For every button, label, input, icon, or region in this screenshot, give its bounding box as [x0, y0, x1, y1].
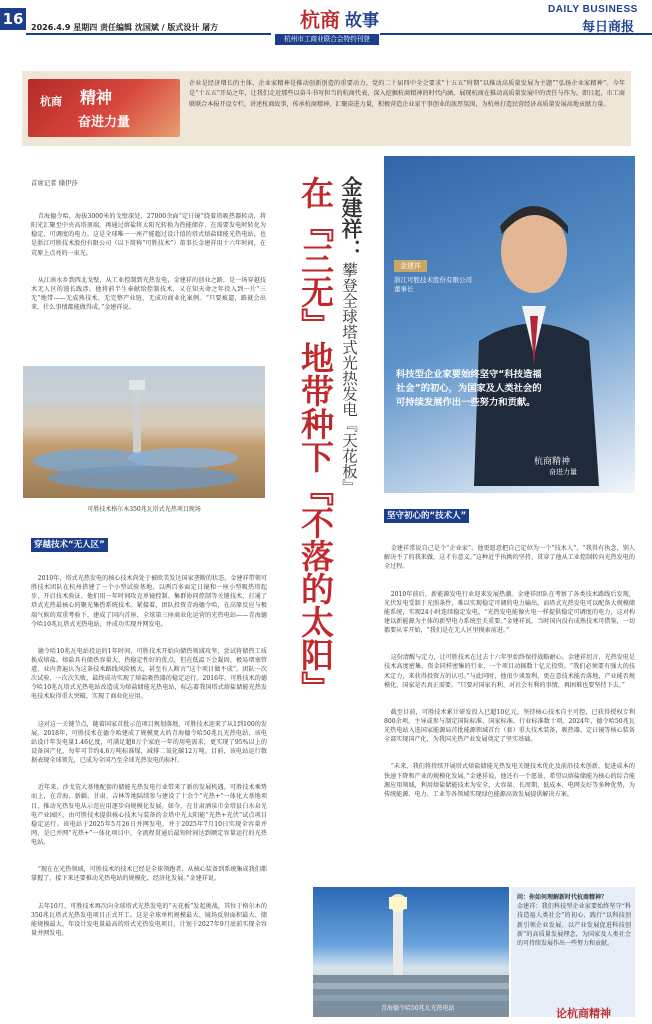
- headline-main-a: 在『三无』地带种下『不落的太阳』: [296, 176, 335, 704]
- column-brand: 杭商: [300, 8, 340, 32]
- photo-illustration: [313, 887, 509, 1017]
- headline-sub: 攀登全球塔式光热发电『天花板』: [340, 262, 358, 495]
- series-logo-line3: 奋进力量: [78, 115, 131, 130]
- paragraph: 2010年，塔式光热发电的核心技术尚处于被欧美发达国家垄断的状态。金建祥带领可胜技术团队在杭州搭建了一个小型试验基地，以两百多面定日镜和一座小型吸热塔起步，开启技术验证。他们用一年时间攻克单镜控制、集群协同控制等关键技术，打通了塔式光热最核心的聚光集热系统技术。紧接着，团队投资青海德令哈，在高原反应与极端气候的双重考验下，建成了国内首座、全球第三座商业化运营的光热电站——青海德令哈10兆瓦塔式光热电站，并成功实现并网发电。: [31, 575, 267, 628]
- paragraph: 2010年前后，新能源发电行业迎来发展热潮。金建祥团队在考察了各类技术路线后发现，光伏发电受制于光照条件，难以实现稳定可调的电力输出，而塔式光热发电可以配备大规模储能系统，实现24小时连续稳定发电。“光热发电能像火电一样提供稳定可调度的电力，这对构建以新能源为主体的新型电力系统至关重要。”金建祥说，当时国内没有成熟技术可借鉴，一切都要从零开始，“我们是在无人区里摸索前进。”: [384, 590, 635, 635]
- name-tag-org: 浙江可胜技术股份有限公司董事长: [394, 276, 472, 293]
- masthead-en: DAILY BUSINESS: [548, 4, 638, 15]
- byline: 首席记者 储伊莎: [31, 179, 78, 187]
- page-number: 16: [0, 8, 26, 30]
- qa-logo: 论杭商精神: [556, 1007, 611, 1020]
- qa-answer: 金建祥：我们科技型企业家要始终坚守“科技造福人类社会”的初心，践行“以科技创新引领企业发展、以产业发展促进科技创新”的高质量发展理念，为国家及人类社会的可持续发展作出一些努力和贡献。: [517, 903, 631, 948]
- portrait-badge-sub: 奋进力量: [549, 468, 577, 476]
- lead-text: [31, 194, 266, 332]
- portrait-illustration: [384, 156, 635, 493]
- column-brand-story: 故事: [345, 11, 379, 31]
- section-body: [31, 556, 267, 1016]
- series-logo-line1: 杭商: [40, 95, 62, 108]
- header-rule-left: [26, 33, 271, 35]
- qa-content: [517, 893, 631, 948]
- pull-quote: 科技型企业家要始终坚守“科技造福社会”的初心，为国家及人类社会的可持续发展作出一些努力和贡献。: [396, 369, 542, 408]
- qa-question: 问：你如何理解新时代杭商精神？: [517, 894, 608, 901]
- portrait-photo: [384, 156, 635, 493]
- paragraph: 去年10月，可胜技术再次向全球塔式光热发电的“天花板”发起挑战，其位于格尔木的350兆瓦塔式光热发电项目正式开工。这是全球单机规模最大、镜场反射面积最大、储能规模最大、年设计发电量最高的塔式光热发电项目，计划于2027年9月底前实现全容量并网发电。: [31, 902, 267, 937]
- tower-plant-photo: [313, 887, 509, 1017]
- paragraph: “现在在光热领域，可胜技术的技术已经是全球领跑者，从核心装备到系统集成我们都掌握了，接下来还要推动光热电站的规模化、经济化发展。”金建祥说。: [31, 866, 267, 883]
- intro-text: 企业是经济增长的主体，企业家精神是推动创新创造的重要动力。党的二十届四中全会要求“十五五”时期“以推动高质量发展为主题”“弘扬企业家精神”。今年是“十五五”开局之年，让我们走近那些以奋斗书写担当的杭商代表，深入挖掘杭商精神的时代内涵，展现杭商在推动高质量发展中的责任与作为。即日起，市工商联联合本报开设专栏，讲述杭商故事，传承杭商精神，汇聚奋进力量，积极营造企业家干事创业的浓厚氛围，为杭州打造民营经济高质量发展高地贡献力量。: [189, 80, 625, 108]
- photo-caption: 青海德令哈50兆瓦光热电站: [381, 1005, 455, 1012]
- paragraph: 近年来，沙戈荒大基地配套的储能光热发电行业带来了新的发展机遇。可胜技术乘势而上，在青海、新疆、甘肃、吉林等地陆续参与建设了十余个“光热+”一体化大基地项目，推动光热发电从示范应用逐步向规模化发展。如今，在甘肃酒泉市金塔县白水泉光电产业园区，由可胜技术提供核心技术与装备的金塔中光太阳能“光热+光伏”试点项目稳定运行。该电站于2025年5月26日并网发电，并于2025年7月10日实现全容量并网，是已并网“光热+”一体化项目中，全流程贯通后最短时间达到额定容量运行的光热电站。: [31, 784, 267, 846]
- series-logo-line2: 精神: [80, 88, 113, 107]
- section-body: [384, 526, 635, 822]
- photo-caption: 可胜技术格尔木350兆瓦塔式光热项目现场: [87, 506, 201, 513]
- issue-meta: 2026.4.9 星期四 责任编辑 沈国斌 / 版式设计 屠方: [31, 23, 219, 32]
- series-logo: [28, 79, 180, 137]
- paragraph: 金建祥常说自己是个“企业家”，他更愿意把自己定位为一个“技术人”。“我得有执念，别人解决不了的我来做，这才有意义。”这种近乎执拗的坚持，贯穿了他从工业控制转向光热发电的全过程。: [384, 545, 635, 571]
- masthead-cn: 每日商报: [582, 20, 635, 35]
- paragraph: 截至目前，可胜技术累计研发投入已超10亿元，坚持核心技术自主可控，已获得授权专利800余项，主导或参与制定国际标准、国家标准、行业标准数十项。2024年，德令哈50兆瓦光热电站入选国家能源局首批能源领域首台（套）重大技术装备，吸热器、定日镜等核心装备全部实现国产化，为我国光热产业发展奠定了坚实基础。: [384, 708, 635, 744]
- section-heading: 穿越技术“无人区”: [31, 538, 108, 552]
- headline-name: 金建祥：: [339, 176, 363, 260]
- paragraph: 德令哈10兆瓦电站投运的1年时间，可胜技术开始向储热领域攻坚，尝试将储热工质换成熔盐。熔盐具有储热容量大、热稳定性好的优点，但在低温下会凝固，极易堵塞管道，业内普遍认为这条技术路线风险极大，甚至有人断言“这个项目做不成”。团队一次次试验、一次次失败，最终成功实现了熔盐吸热器的稳定运行。2016年，可胜技术的德令哈10兆瓦塔式光热电站改造成为熔盐储能光热电站，标志着我国塔式熔盐储能光热发电技术取得重大突破，实现了商业化应用。: [31, 647, 267, 701]
- paragraph: 这份清醒与定力，让可胜技术在过去十六年里始终保持战略耐心。金建祥坦言，光热发电是技术高度密集、资金同样密集的行业，一个项目动辄数十亿元投资。“我们必须要有强大的技术定力，来获得投资方的认可。”与此同时，他很少谈盈利，更在意技术能否落地，产业能否规模化，国家是否真正需要。“只要对国家有利、对社会有利的事情，再困难也要坚持下去。”: [384, 654, 635, 689]
- desert-plant-photo: [23, 366, 265, 498]
- paragraph: “未来，我们将持续开展塔式熔盐储能光热发电关键技术优化及前沿技术创新，促进成本的快速下降和产业的规模化发展。”金建祥说，他还有一个愿景，希望以熔盐储能为核心的综合能源应用领域，利用熔盐储能技术为安全、大容量、长周期、低成本、电网友好等多种优势，为传统能源、电力、工业等各领域实现绿色能源高效发展提供解决方案。: [384, 763, 635, 798]
- sponsor-bar: 杭州市工商业联合会特约刊登: [275, 34, 379, 45]
- photo-illustration: [23, 366, 265, 498]
- section-heading: 坚守初心的“技术人”: [384, 509, 469, 523]
- paragraph: 从江南水乡到西北戈壁，从工业控制到光热发电，金建祥的创业之路，是一场穿越技术无人区的漫长跋涉。他将前半生奉献给控制技术，又在知天命之年投入到一片“三无”地带——无成熟技术、无完整产业链、无成功商业化案例。“只要被逼，路就会出来，什么事情都能做得成。”金建祥说。: [31, 276, 266, 312]
- name-tag: 金建祥: [394, 260, 427, 272]
- paragraph: 青海德令哈，海拔3000米的戈壁深处，27000余面“定日镜”绕着塔吸热器转动，将阳光汇聚至中央高塔顶端，再通过熔盐将太阳光转换为热能储存，在需要发电时转化为稳定、可调度的电力。这是全球唯一一座产能超过设计值的塔式熔盐储能光热电站，也是浙江可胜技术股份有限公司（以下简称“可胜技术”）董事长金建祥用十六年时间，在荒原上点亮的一束光。: [31, 213, 266, 257]
- paragraph: 这对这一关键节点，随着国家首批示范项目规划落地，可胜技术迎来了从1到100的发展。2018年，可胜技术在德令哈建成了规模更大的青海德令哈50兆瓦光热电站，该电站设计年发电量1.46亿度，可满足超8万个家庭一年的用电需求，更实现了95%以上的设备国产化，每年可节约4.6万吨标准煤，减排二氧化碳12万吨。目前，该电站运行数据表现全球领先，已成为全国乃至全球光热发电的标杆。: [31, 720, 267, 765]
- portrait-badge: 杭商精神: [534, 457, 571, 467]
